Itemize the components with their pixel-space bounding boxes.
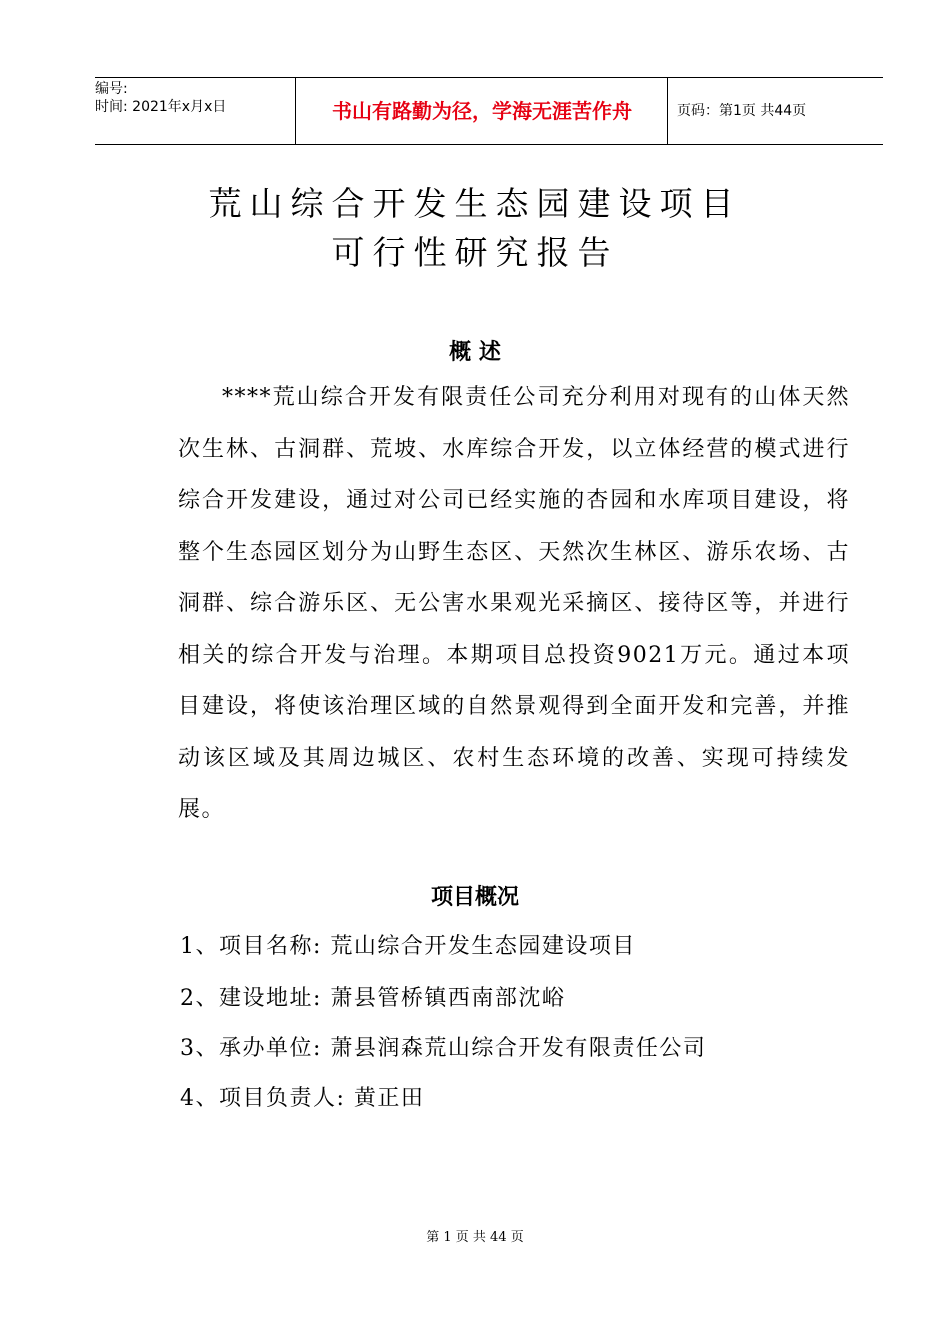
page-footer: 第 1 页 共 44 页 [426,1230,524,1245]
serial-number-label: 编号: [95,81,128,97]
header-meta [95,78,295,144]
overview-item: 4、项目负责人: 黄正田 [180,1086,425,1111]
page-header [95,77,883,145]
date-label: 时间: 2021年x月x日 [95,99,227,115]
document-title-line1: 荒山综合开发生态园建设项目 [208,184,742,223]
document-title-line2: 可行性研究报告 [331,233,619,272]
overview-item: 1、项目名称: 荒山综合开发生态园建设项目 [180,934,636,959]
summary-heading: 概 述 [449,340,501,365]
summary-paragraph: ****荒山综合开发有限责任公司充分利用对现有的山体天然次生林、古洞群、荒坡、水库综合开发，以立体经营的模式进行综合开发建设，通过对公司已经实施的杏园和水库项目建设，将整个生态园区划分为山野生态区、天然次生林区、游乐农场、古洞群、综合游乐区、无公害水果观光采摘区、接待区等，并进行相关的综合开发与治理。本期项目总投资9021万元。通过本项目建设，将使该治理区域的自然景观得到全面开发和完善，并推动该区域及其周边城区、农村生态环境的改善、实现可持续发展。 [178,385,850,822]
overview-heading: 项目概况 [430,885,519,910]
header-motto: 书山有路勤为径，学海无涯苦作舟 [332,99,632,123]
overview-item: 3、承办单位: 萧县润森荒山综合开发有限责任公司 [180,1036,707,1061]
header-divider [295,78,296,144]
header-divider [667,78,668,144]
overview-item: 2、建设地址: 萧县管桥镇西南部沈峪 [180,986,566,1011]
header-page-info: 页码：第1页 共44页 [677,103,807,119]
